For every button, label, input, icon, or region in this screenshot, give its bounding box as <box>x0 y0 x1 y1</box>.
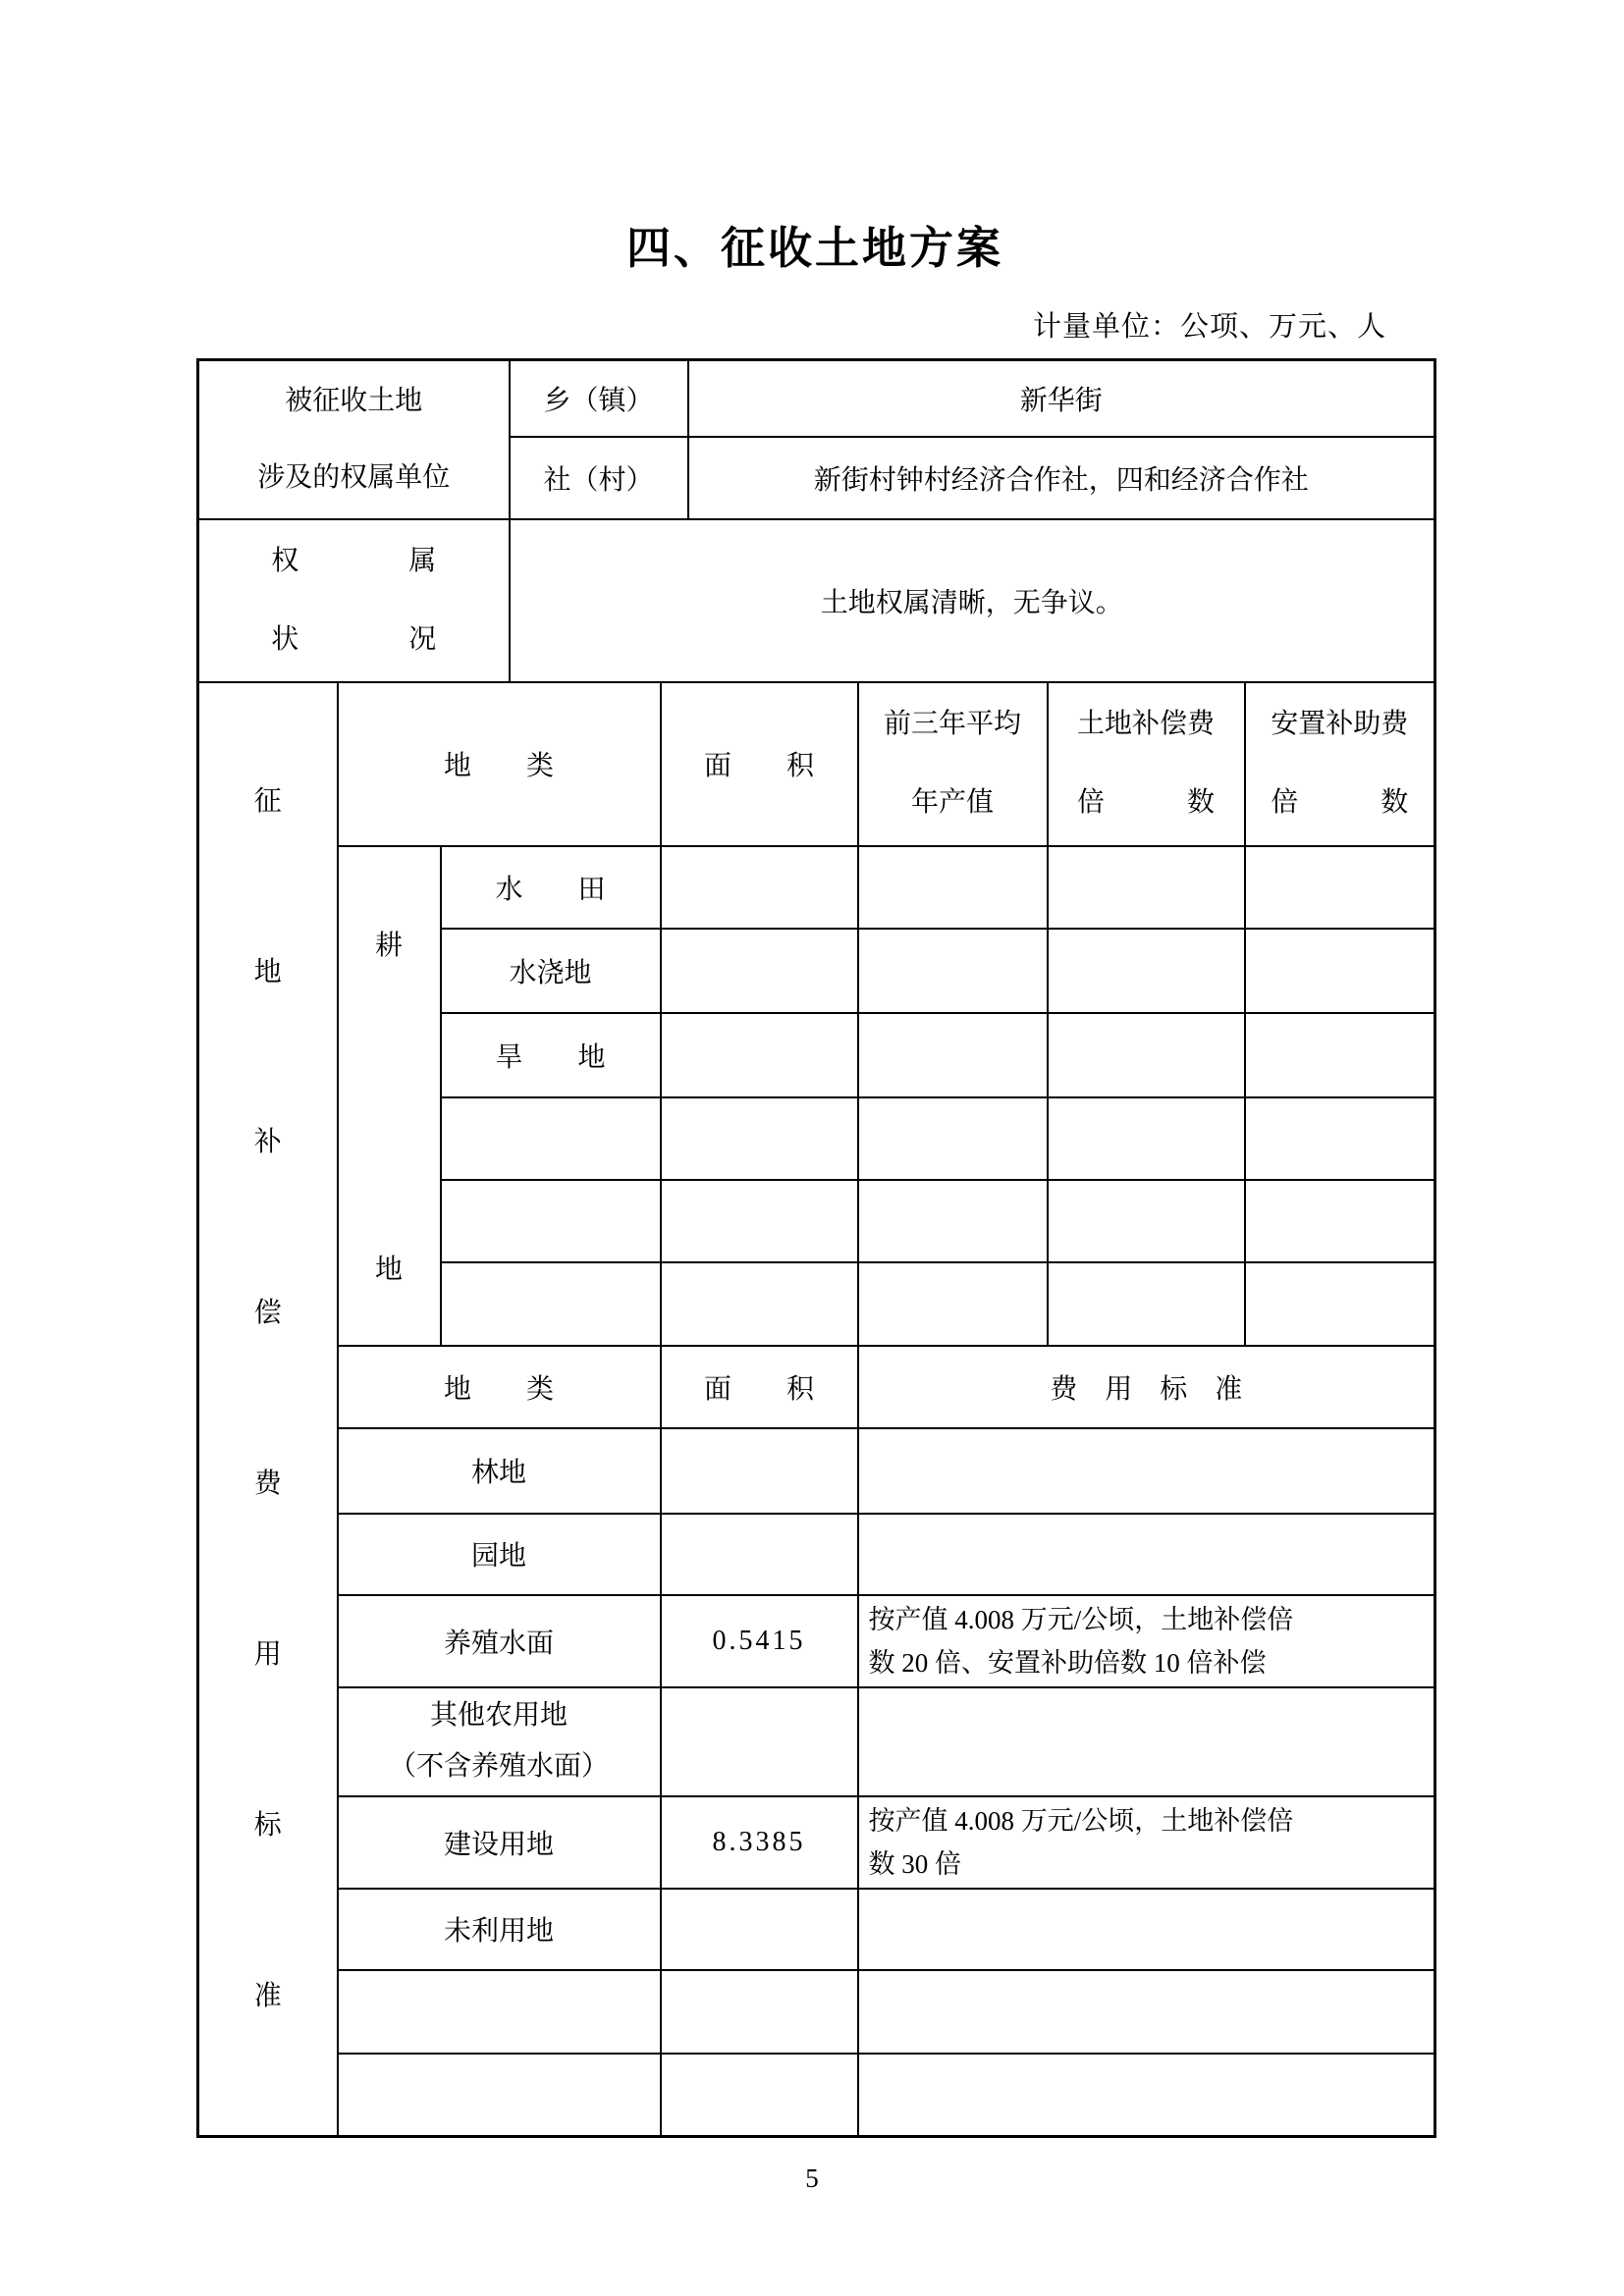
cell-lower-header-land-type: 地 类 <box>338 1346 661 1428</box>
cell-upper-header-land-comp <box>1048 682 1245 846</box>
cell-land-type-garden: 园地 <box>338 1514 661 1595</box>
cell-land-type-empty <box>441 1180 661 1262</box>
side-label-char: 征 <box>253 785 282 817</box>
side-label-char: 准 <box>253 1980 282 2011</box>
cell-land-type-paddy: 水 田 <box>441 846 661 929</box>
cell-area-aquaculture: 0.5415 <box>661 1595 858 1687</box>
cell-avg-output <box>858 1262 1048 1346</box>
side-label-char: 补 <box>253 1127 282 1158</box>
cell-area <box>661 846 858 929</box>
cell-land-type-dry: 旱 地 <box>441 1013 661 1097</box>
land-type-line2: （不含养殖水面） <box>388 1751 609 1783</box>
cell-fee-standard-aquaculture <box>858 1595 1435 1687</box>
table-row <box>198 1428 1435 1514</box>
cell-owner-unit-label <box>198 360 510 519</box>
cell-land-type-aquaculture: 养殖水面 <box>338 1595 661 1687</box>
group-label-char: 地 <box>374 1254 403 1285</box>
cell-fee-standard <box>858 1514 1435 1595</box>
side-label-char: 费 <box>253 1468 282 1500</box>
cell-area <box>661 1428 858 1514</box>
cell-avg-output <box>858 1013 1048 1097</box>
cell-land-comp <box>1048 1262 1245 1346</box>
cell-avg-output <box>858 846 1048 929</box>
page-number: 5 <box>805 2163 819 2193</box>
cell-upper-header-avg-output <box>858 682 1048 846</box>
cell-resettle <box>1245 1180 1435 1262</box>
table-row <box>198 1687 1435 1796</box>
cell-land-type-other-agricultural <box>338 1687 661 1796</box>
cell-land-type-unused: 未利用地 <box>338 1889 661 1970</box>
table-row <box>198 360 1435 437</box>
cell-land-type-irrigated: 水浇地 <box>441 929 661 1013</box>
fee-line: 数 20 倍、安置补助倍数 10 倍补偿 <box>868 1647 1267 1678</box>
table-row <box>198 1970 1435 2054</box>
cell-cultivated-land-group-label <box>338 846 441 1346</box>
owner-label-line2: 涉及的权属单位 <box>257 461 451 493</box>
cell-fee-standard <box>858 1428 1435 1514</box>
side-label-char: 标 <box>253 1809 282 1841</box>
table-row <box>198 1796 1435 1889</box>
measurement-unit-note: 计量单位：公项、万元、人 <box>1032 311 1386 343</box>
cell-village-value: 新街村钟村经济合作社，四和经济合作社 <box>688 437 1435 519</box>
cell-fee-standard-construction <box>858 1796 1435 1889</box>
cell-tenure-label <box>198 519 510 682</box>
cell-upper-header-resettle <box>1245 682 1435 846</box>
cell-resettle <box>1245 1013 1435 1097</box>
tenure-label-line2: 状 况 <box>271 623 437 655</box>
table-row <box>198 846 1435 929</box>
cell-fee-standard <box>858 1687 1435 1796</box>
cell-resettle <box>1245 1262 1435 1346</box>
cell-land-comp <box>1048 929 1245 1013</box>
side-label-char: 用 <box>253 1638 282 1670</box>
cell-township-value: 新华街 <box>688 360 1435 437</box>
cell-lower-header-fee-standard: 费 用 标 准 <box>858 1346 1435 1428</box>
cell-land-type-empty <box>338 2054 661 2137</box>
side-label-char: 地 <box>253 956 282 988</box>
owner-label-line1: 被征收土地 <box>285 385 423 416</box>
cell-side-label <box>198 682 338 2137</box>
cell-avg-output <box>858 1180 1048 1262</box>
cell-lower-header-area: 面 积 <box>661 1346 858 1428</box>
cell-land-comp <box>1048 846 1245 929</box>
cell-land-type-construction: 建设用地 <box>338 1796 661 1889</box>
table-row <box>198 2054 1435 2137</box>
cell-upper-header-area: 面 积 <box>661 682 858 846</box>
cell-area <box>661 1097 858 1180</box>
cell-area <box>661 929 858 1013</box>
fee-line: 数 30 倍 <box>868 1848 962 1879</box>
cell-area <box>661 1970 858 2054</box>
cell-land-comp <box>1048 1013 1245 1097</box>
cell-township-label: 乡（镇） <box>510 360 688 437</box>
header-line: 前三年平均 <box>884 708 1022 739</box>
cell-resettle <box>1245 929 1435 1013</box>
cell-area-construction: 8.3385 <box>661 1796 858 1889</box>
cell-area <box>661 1514 858 1595</box>
header-line: 年产值 <box>911 787 995 819</box>
tenure-label-line1: 权 属 <box>271 545 437 576</box>
header-line: 土地补偿费 <box>1077 708 1216 739</box>
side-label-char: 偿 <box>253 1298 282 1329</box>
header-line: 倍 数 <box>1271 787 1409 819</box>
header-line: 安置补助费 <box>1271 708 1409 739</box>
table-row <box>198 519 1435 682</box>
header-line: 倍 数 <box>1077 787 1216 819</box>
land-acquisition-table <box>196 358 1436 2138</box>
cell-resettle <box>1245 1097 1435 1180</box>
table-row <box>198 682 1435 846</box>
cell-resettle <box>1245 846 1435 929</box>
cell-village-label: 社（村） <box>510 437 688 519</box>
table-row <box>198 1889 1435 1970</box>
cell-area <box>661 1262 858 1346</box>
cell-area <box>661 1013 858 1097</box>
land-type-line1: 其他农用地 <box>429 1699 568 1731</box>
cell-upper-header-land-type: 地 类 <box>338 682 661 846</box>
fee-line: 按产值 4.008 万元/公顷，土地补偿倍 <box>868 1604 1294 1634</box>
cell-land-type-empty <box>441 1262 661 1346</box>
cell-tenure-value: 土地权属清晰，无争议。 <box>510 519 1435 682</box>
cell-fee-standard <box>858 1970 1435 2054</box>
table-row <box>198 1595 1435 1687</box>
cell-land-comp <box>1048 1097 1245 1180</box>
cell-land-type-empty <box>338 1970 661 2054</box>
cell-area <box>661 2054 858 2137</box>
cell-fee-standard <box>858 2054 1435 2137</box>
cell-area <box>661 1180 858 1262</box>
group-label-char: 耕 <box>374 930 403 961</box>
fee-line: 按产值 4.008 万元/公顷，土地补偿倍 <box>868 1805 1294 1836</box>
cell-area <box>661 1889 858 1970</box>
cell-area <box>661 1687 858 1796</box>
page-title: 四、征收土地方案 <box>625 224 1003 273</box>
cell-avg-output <box>858 1097 1048 1180</box>
table-row <box>198 1346 1435 1428</box>
table-row <box>198 1514 1435 1595</box>
cell-avg-output <box>858 929 1048 1013</box>
cell-land-comp <box>1048 1180 1245 1262</box>
cell-land-type-empty <box>441 1097 661 1180</box>
cell-land-type-forest: 林地 <box>338 1428 661 1514</box>
cell-fee-standard <box>858 1889 1435 1970</box>
